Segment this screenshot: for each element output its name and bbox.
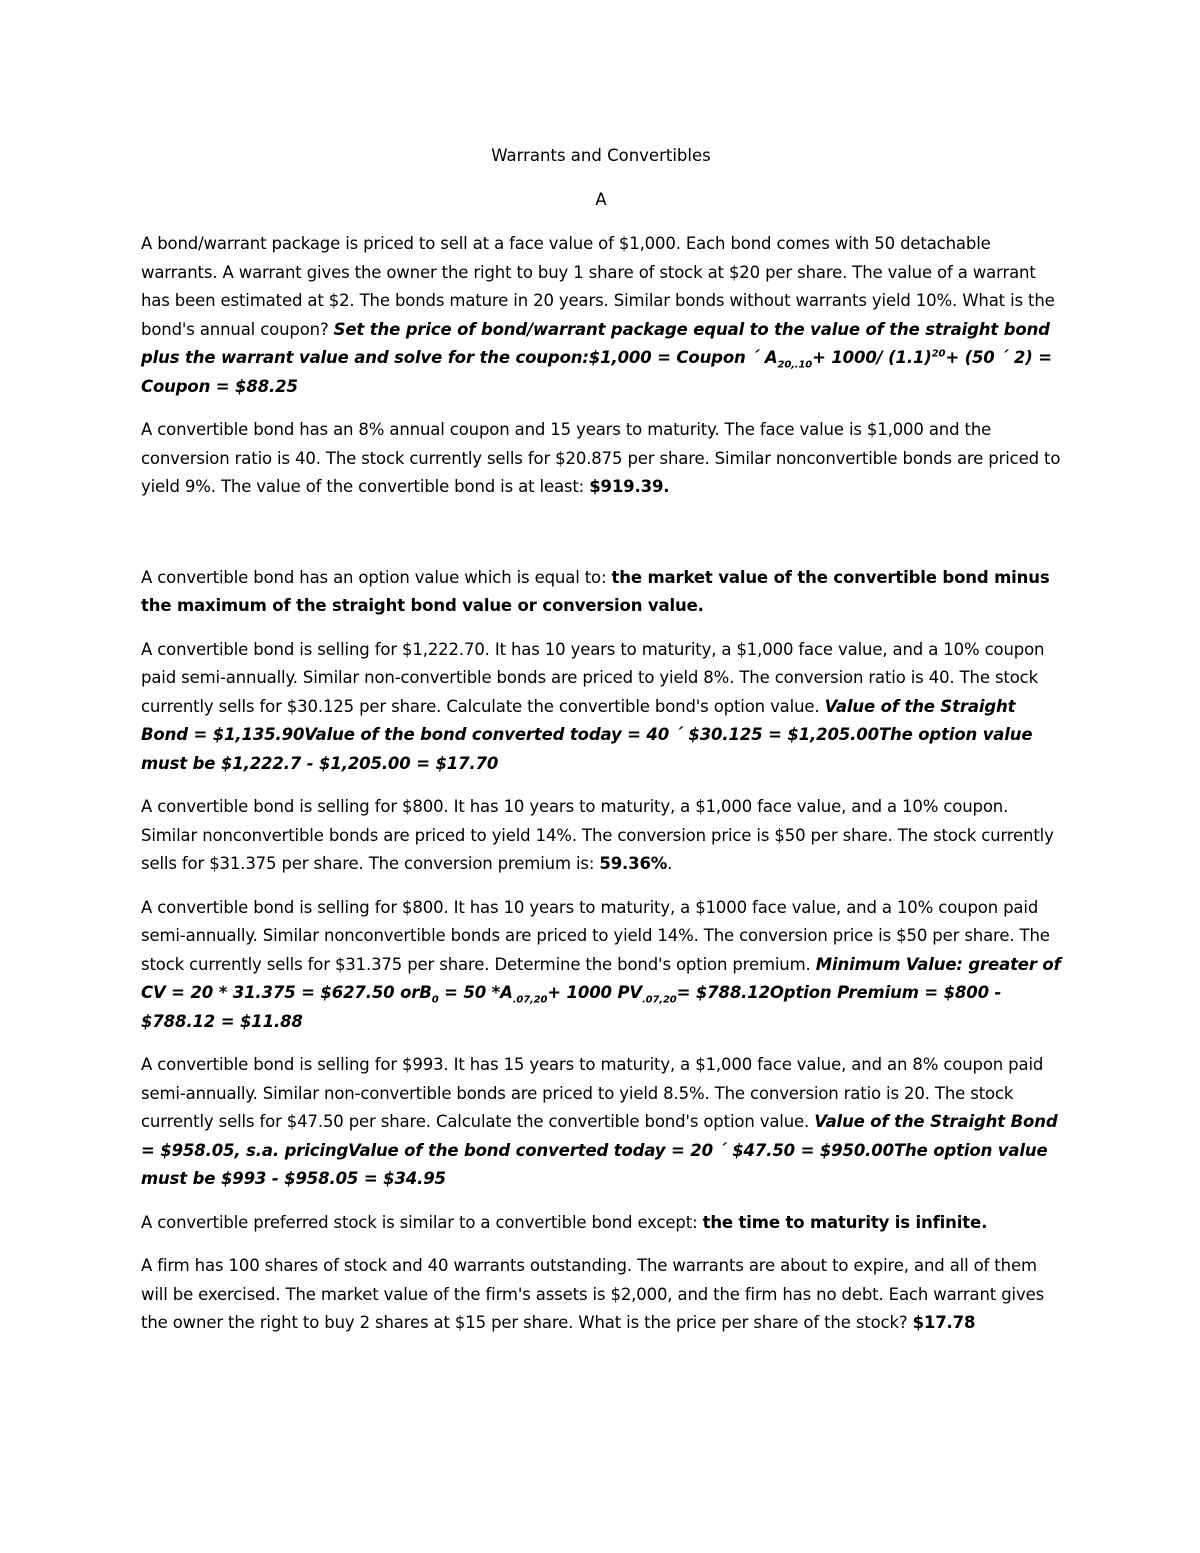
answer-text: $919.39. — [589, 477, 670, 496]
section-label: A — [595, 190, 607, 209]
question-paragraph-1 — [141, 230, 1061, 401]
answer-part: Minimum Value: greater of CV = 20 * 31.375 = $627.50 orB — [141, 954, 1061, 1002]
question-text: A convertible bond is selling for $1,222.70. It has 10 years to maturity, a $1,000 face value, and a 10% coupon paid semi-annually. Similar non-convertible bonds are priced to yield 8%. The conversion ratio is 40. The stock currently sells for $30.125 per share. Calculate the convertible bond's option value. — [141, 639, 1045, 716]
answer-part: Set the price of bond/warrant package equal to the value of the straight bond plus the warrant value and solve for the coupon:$1,000 = Coupon ´ A — [141, 319, 1050, 367]
answer-text: 59.36% — [599, 854, 668, 873]
answer-part: + 1000 PV — [547, 983, 643, 1002]
question-text: A bond/warrant package is priced to sell at a face value of $1,000. Each bond comes with 50 detachable warrants. A warrant gives the owner the right to buy 1 share of stock at $20 per share. The value of a warrant has been estimated at $2. The bonds mature in 20 years. Similar bonds without warrants yield 10%. What is the bond's annual coupon? — [141, 234, 1055, 339]
answer-part: + 1000/ (1.1) — [812, 348, 932, 367]
question-paragraph-8 — [141, 1209, 1061, 1238]
question-text: A firm has 100 shares of stock and 40 warrants outstanding. The warrants are about to expire, and all of them will be exercised. The market value of the firm's assets is $2,000, and the firm has no debt. Each warrant gives the owner the right to buy 2 shares at $15 per share. What is the price per share of the stock? — [141, 1256, 1045, 1332]
document-title: Warrants and Convertibles — [491, 146, 711, 165]
question-text: A convertible bond has an option value which is equal to: — [141, 567, 612, 587]
answer-text: the time to maturity is infinite. — [702, 1212, 988, 1232]
question-paragraph-7 — [141, 1051, 1061, 1194]
answer-tail: . — [667, 854, 673, 873]
answer-superscript: 20 — [931, 348, 946, 360]
document-page — [141, 142, 1061, 1353]
answer-part: = 50 *A — [438, 983, 513, 1002]
answer-subscript: .07,20 — [642, 994, 677, 1006]
question-text: A convertible bond is selling for $993. It has 15 years to maturity, a $1,000 face value, and an 8% coupon paid semi-annually. Similar non-convertible bonds are priced to yield 8.5%. The conversion ratio is 20. The stock currently sells for $47.50 per share. Calculate the convertible bond's option value. — [141, 1055, 1044, 1131]
answer-part: + (50 ´ 2) = Coupon = $88.25 — [141, 348, 1052, 396]
question-text: A convertible bond is selling for $800. It has 10 years to maturity, a $1,000 face value, and a 10% coupon. Similar nonconvertible bonds are priced to yield 14%. The conversion price is $50 per share. The stock currently sells for $31.375 per share. The conversion premium is: — [141, 797, 1054, 873]
answer-subscript: 20,.10 — [777, 359, 813, 371]
answer-text: the market value of the convertible bond minus the maximum of the straight bond value or conversion value. — [141, 567, 1050, 615]
answer-subscript: .07,20 — [512, 994, 548, 1006]
answer-text: Value of the Straight Bond = $958.05, s.a. pricingValue of the bond converted today = 20 ´ $47.50 = $950.00The option value must be $993 - $958.05 = $34.95 — [141, 1112, 1058, 1188]
answer-text: $17.78 — [912, 1313, 976, 1332]
answer-subscript: 0 — [431, 994, 439, 1006]
answer-text: Value of the Straight Bond = $1,135.90Value of the bond converted today = 40 ´ $30.125 = $1,205.00The option value must be $1,222.7 - $1,205.00 = $17.70 — [141, 696, 1033, 773]
question-text: A convertible bond is selling for $800. It has 10 years to maturity, a $1000 face value, and a 10% coupon paid semi-annually. Similar nonconvertible bonds are priced to yield 14%. The conversion price is $50 per share. The stock currently sells for $31.375 per share. Determine the bond's option premium. — [141, 897, 1050, 974]
answer-part: = $788.12Option Premium = $800 - $788.12 = $11.88 — [141, 983, 1002, 1031]
question-paragraph-2 — [141, 416, 1061, 502]
question-text: A convertible bond has an 8% annual coupon and 15 years to maturity. The face value is $1,000 and the conversion ratio is 40. The stock currently sells for $20.875 per share. Similar nonconvertible bonds are priced to yield 9%. The value of the convertible bond is at least: — [141, 420, 1061, 496]
question-paragraph-9 — [141, 1252, 1061, 1338]
question-paragraph-3 — [141, 564, 1061, 621]
question-paragraph-6 — [141, 894, 1061, 1037]
question-paragraph-5 — [141, 793, 1061, 879]
question-text: A convertible preferred stock is similar to a convertible bond except: — [141, 1212, 703, 1232]
question-paragraph-4 — [141, 636, 1061, 779]
